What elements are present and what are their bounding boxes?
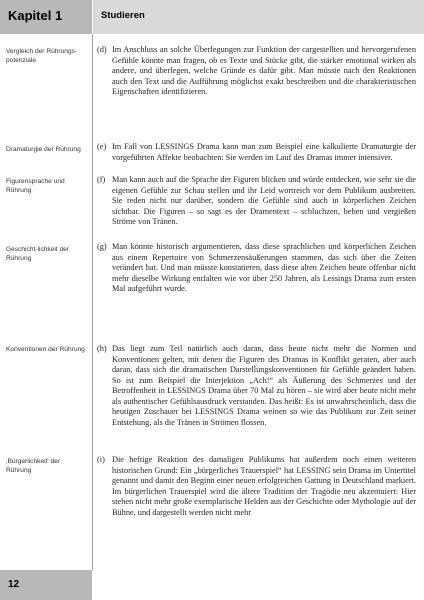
- paragraph-marker: (d): [97, 45, 107, 54]
- paragraph: [97, 455, 416, 518]
- paragraph-text: Im Fall von LESSINGS Drama kann man zum Beispiel eine kalkulierte Dramaturgie der vorgeführten Affekte beobachten: Sie werden im Lauf des Dramas immer intensiver.: [112, 142, 416, 162]
- margin-note: ‚Bürgerlichkeit' der Rührung: [6, 458, 61, 474]
- paragraph: [97, 242, 416, 295]
- paragraph-marker: (e): [97, 142, 107, 151]
- paragraph-text: Man kann auch auf die Sprache der Figuren blicken und würde entdecken, wie sehr sie die eigenen Gefühle zur Schau stellen und ihr Leid wortreich vor dem Publikum ausbreiten. Sie reden nicht nur darüber, sondern die Gefühle sind auch in körperlichen Zeichen sichtbar. Die Figuren – so sagt es der Dramentext – schluchzen, beben und vergießen Ströme von Tränen.: [112, 175, 416, 227]
- paragraph-marker: (h): [97, 344, 107, 353]
- paragraph-marker: (i): [97, 455, 105, 464]
- margin-note: Dramaturgie der Rührung: [6, 146, 81, 153]
- paragraph-text: Im Anschluss an solche Überlegungen zur Funktion der cargestellten und hervorgerufenen Gefühle könnte man fragen, ob es Texte und Stücke gibt, die stärker emotional wirken als andere, und überlegen, welche Gründe es dafür gibt. Man müsste nach den Reaktionen auch den Text und die Aufführung möglichst exakt beschreiben und die charakteristischen Eigenschaften identifizieren.: [112, 45, 416, 97]
- margin-note: Konventionen der Rührung: [6, 346, 85, 353]
- chapter-title: Kapitel 1: [8, 8, 63, 23]
- page-number: 12: [8, 579, 20, 590]
- margin-note: Geschicht-lichkeit der Rührung: [6, 246, 70, 262]
- margin-note: Vergleich der Rührungs-potenziale: [6, 48, 78, 64]
- paragraph: [97, 175, 416, 228]
- paragraph: [97, 344, 416, 428]
- paragraph-marker: (f): [97, 175, 106, 184]
- paragraph: [97, 45, 416, 98]
- paragraph: [97, 142, 416, 163]
- chapter-tab: [0, 0, 92, 34]
- page-header: [0, 0, 424, 34]
- section-bar: [93, 0, 424, 34]
- margin-note: Figurensprache und Rührung: [6, 178, 65, 194]
- paragraph-text: Man könnte historisch argumentieren, dass diese sprachlichen und körperlichen Zeichen aus einem Repertoire von Schmerzensäußerungen stammen, das sich über die Zeiten verändert hat. Und man müsste konstatieren, dass diese alten Zeichen heute offenbar nicht mehr dieselbe Wirkung entfalten wie vor über 250 Jahren, als Lessings Drama zum ersten Mal aufgeführt wurde.: [112, 242, 416, 294]
- paragraph-marker: (g): [97, 242, 107, 251]
- paragraph-text: Das liegt zum Teil natürlich auch daran, dass heute nicht mehr die Normen und Konventionen gelten, mit denen die Figuren des Dramas in Konflikt geraten, aber auch daran, dass sich die dramatischen Darstellungskonventionen für Gefühle geändert haben. So ist zum Beispiel die Interjektion „Ach!“ als Äußerung des Schmerzes und der Betroffenheit in LESSINGS Drama über 70 Mal zu hören – sie wird aber heute nicht mehr als authentischer Gefühlsausdruck verstanden. Das heißt: Es ist unwahrscheinlich, dass die heutigen Zuschauer bei LESSINGS Drama weinen so wie das Publikum zur Zeit seiner Entstehung, als die Tränen in Strömen flossen.: [112, 344, 416, 427]
- paragraph-text: Die heftige Reaktion des damaligen Publikums hat außerdem noch einen weiteren historischen Grund: Ein „bürgerliches Trauerspiel“ hat LESSING sein Drama im Untertitel genannt und damit den Beginn einer neuen erfolgreichen Gattung in Deutschland markiert. Im bürgerlichen Trauerspiel wird die ältere Tradition der Tragödie neu akzentuiert: Hier stehen nicht mehr große exemplarische Helden aus der Geschichte oder Mythologie auf der Bühne, und dargestellt werden nicht mehr: [112, 455, 416, 517]
- page-footer: [0, 570, 92, 600]
- margin-divider: [92, 34, 93, 570]
- section-title: Studieren: [101, 10, 145, 21]
